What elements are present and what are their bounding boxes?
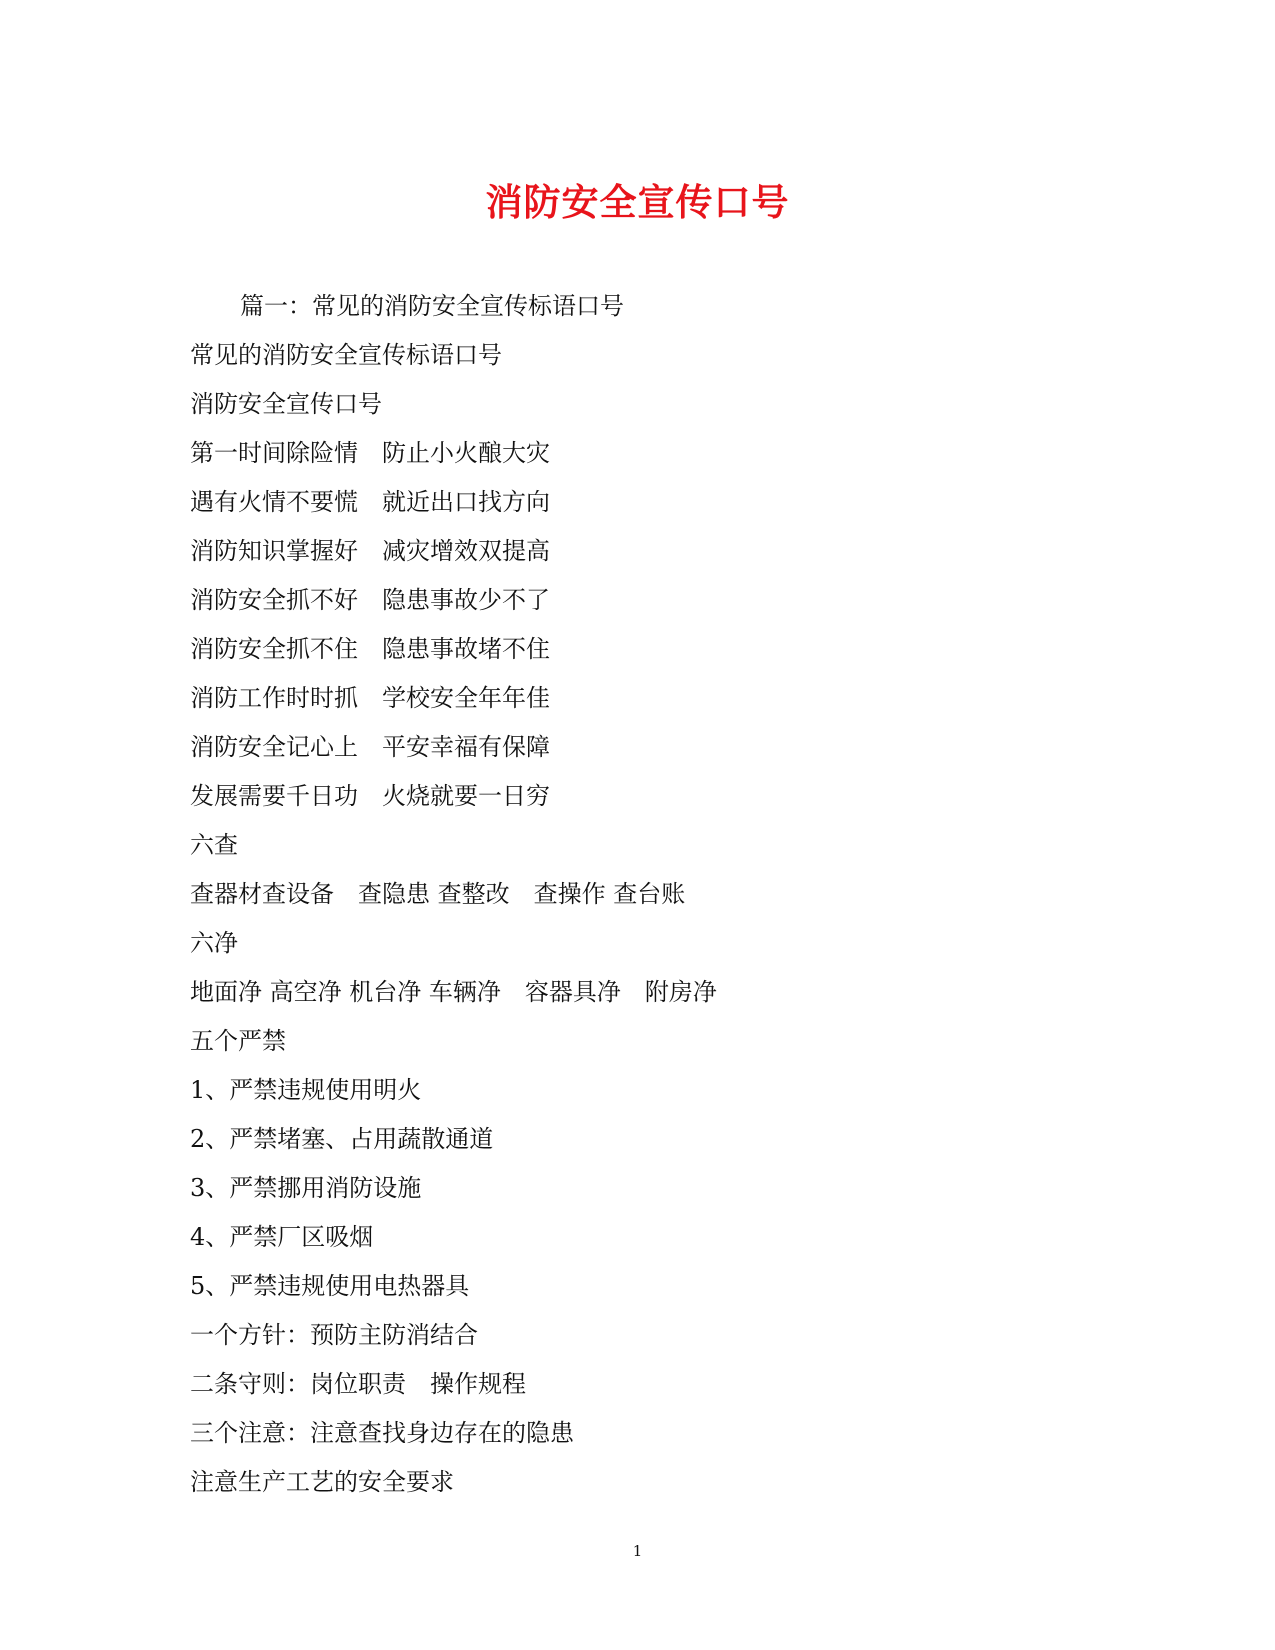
section-heading: 篇一：常见的消防安全宣传标语口号 xyxy=(240,292,624,320)
subheading-line: 六净 xyxy=(190,929,238,957)
text-line: 注意生产工艺的安全要求 xyxy=(190,1468,454,1496)
slogan-line: 消防安全抓不好 隐患事故少不了 xyxy=(190,586,550,614)
slogan-line: 消防安全记心上 平安幸福有保障 xyxy=(190,733,550,761)
slogan-line: 遇有火情不要慌 就近出口找方向 xyxy=(190,488,550,516)
text-line: 常见的消防安全宣传标语口号 xyxy=(190,341,502,369)
slogan-line: 消防安全抓不住 隐患事故堵不住 xyxy=(190,635,550,663)
slogan-line: 消防知识掌握好 减灾增效双提高 xyxy=(190,537,550,565)
text-line: 查器材查设备 查隐患 查整改 查操作 查台账 xyxy=(190,880,686,908)
list-item: 3、严禁挪用消防设施 xyxy=(190,1174,422,1202)
document-body xyxy=(190,282,1090,1507)
list-item: 5、严禁违规使用电热器具 xyxy=(190,1272,470,1300)
list-item: 4、严禁厂区吸烟 xyxy=(190,1223,374,1251)
list-item: 1、严禁违规使用明火 xyxy=(190,1076,422,1104)
document-title: 消防安全宣传口号 xyxy=(485,180,790,224)
slogan-line: 消防工作时时抓 学校安全年年佳 xyxy=(190,684,550,712)
page-number: 1 xyxy=(632,1542,643,1560)
list-item: 2、严禁堵塞、占用蔬散通道 xyxy=(190,1125,494,1153)
subheading-line: 五个严禁 xyxy=(190,1027,286,1055)
slogan-line: 第一时间除险情 防止小火酿大灾 xyxy=(190,439,550,467)
text-line: 三个注意：注意查找身边存在的隐患 xyxy=(190,1419,574,1447)
text-line: 消防安全宣传口号 xyxy=(190,390,382,418)
subheading-line: 六查 xyxy=(190,831,238,859)
text-line: 二条守则：岗位职责 操作规程 xyxy=(190,1370,526,1398)
text-line: 一个方针：预防主防消结合 xyxy=(190,1321,478,1349)
slogan-line: 发展需要千日功 火烧就要一日穷 xyxy=(190,782,550,810)
text-line: 地面净 高空净 机台净 车辆净 容器具净 附房净 xyxy=(190,978,717,1006)
